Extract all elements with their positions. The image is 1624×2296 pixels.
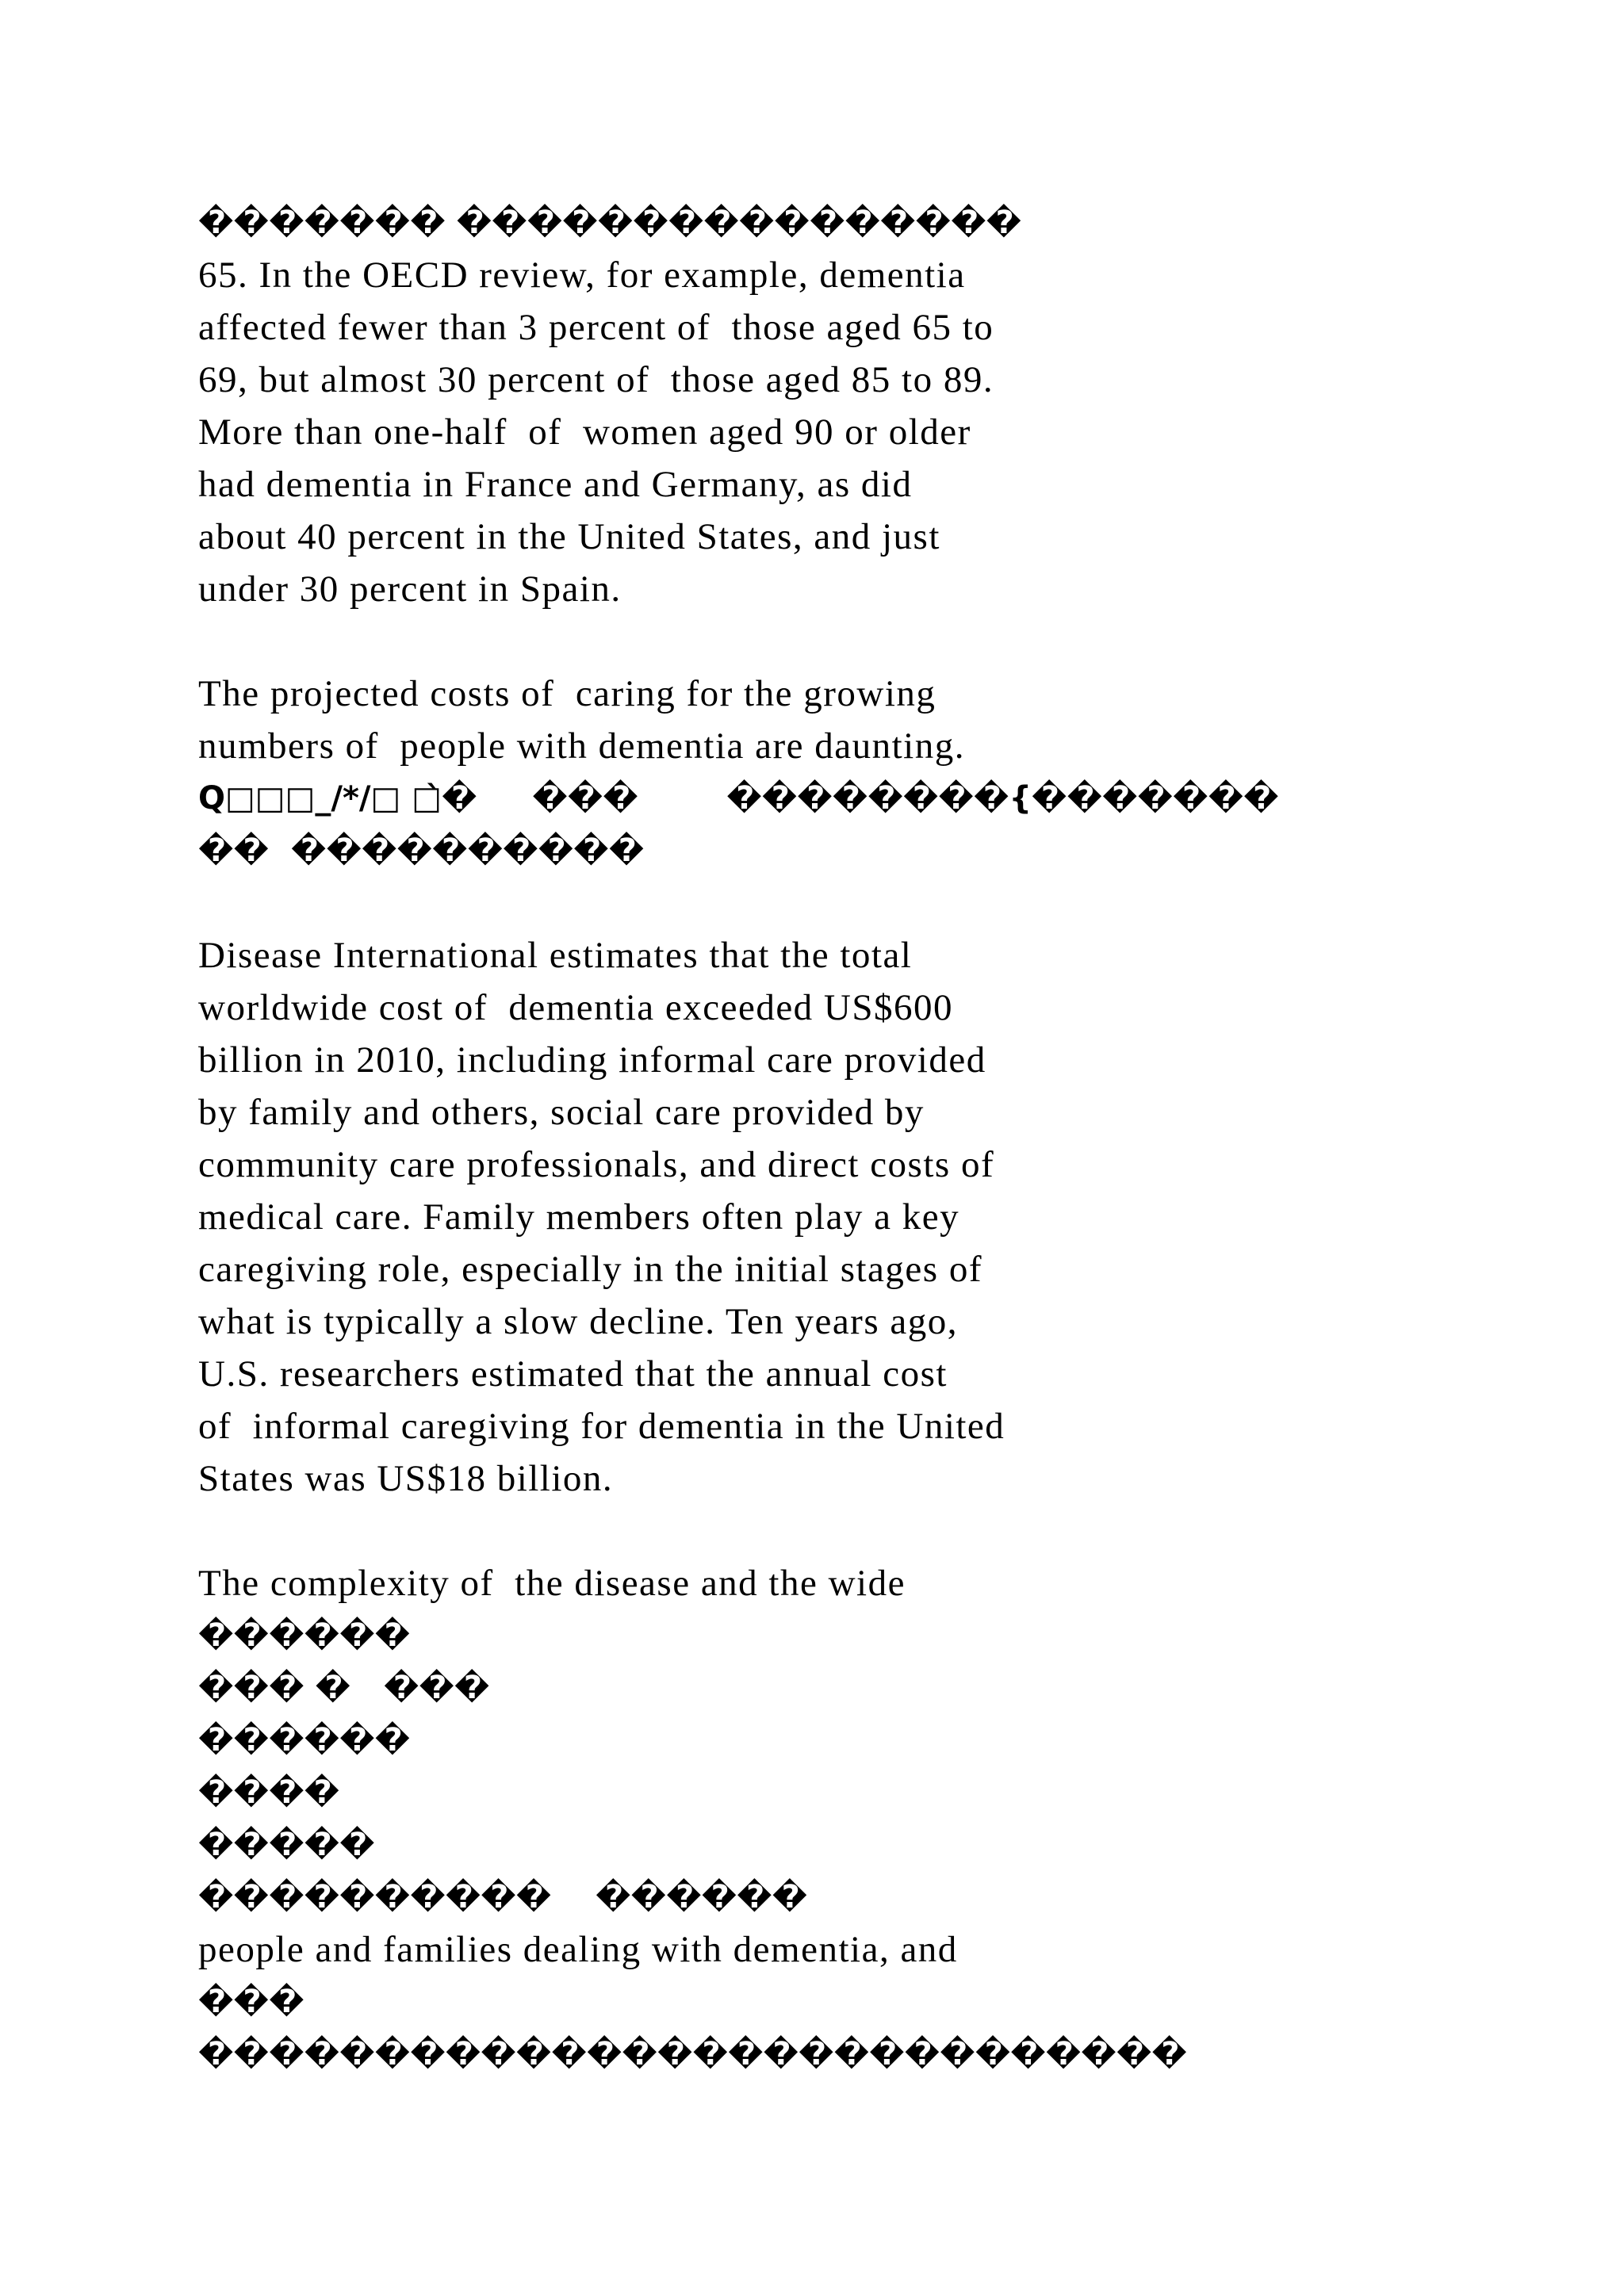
text-line: worldwide cost of dementia exceeded US$600 [198, 987, 954, 1028]
text-line: about 40 percent in the United States, and just [198, 516, 940, 557]
garbled-text-line: �� ���������� [198, 832, 645, 869]
text-line: community care professionals, and direct costs of [198, 1144, 995, 1185]
text-line: The projected costs of caring for the growing [198, 673, 936, 714]
paragraph-break [198, 615, 1435, 668]
text-line: The complexity of the disease and the wide [198, 1563, 906, 1604]
text-line: 65. In the OECD review, for example, dementia [198, 254, 966, 296]
text-line: medical care. Family members often play a key [198, 1196, 960, 1238]
text-line: Disease International estimates that the total [198, 935, 913, 976]
paragraph-break [198, 877, 1435, 929]
text-line: 69, but almost 30 percent of those aged 85 to 89. [198, 359, 994, 400]
garbled-text-line: ����� [198, 1827, 375, 1863]
text-line: had dementia in France and Germany, as did [198, 464, 913, 505]
paragraph-break [198, 1505, 1435, 1557]
garbled-text-line: ������ [198, 1722, 411, 1758]
garbled-text-line: ������ [198, 1617, 411, 1654]
text-line: under 30 percent in Spain. [198, 568, 622, 610]
text-line: affected fewer than 3 percent of those aged 65 to [198, 307, 994, 348]
text-line: States was US$18 billion. [198, 1458, 614, 1499]
text-line: what is typically a slow decline. Ten years ago, [198, 1301, 958, 1342]
garbled-text-line: ������� ���������������� [198, 205, 1022, 241]
garbled-text-line: Q□□□_/*/□ □̀� ��� ��������{������� [198, 780, 1279, 817]
text-line: More than one-half of women aged 90 or older [198, 411, 971, 453]
text-line: numbers of people with dementia are daunting. [198, 725, 965, 767]
text-line: caregiving role, especially in the initial stages of [198, 1249, 982, 1290]
text-line: people and families dealing with dementia, and [198, 1929, 958, 1970]
text-line: U.S. researchers estimated that the annual cost [198, 1353, 948, 1395]
garbled-text-line: ���� [198, 1774, 340, 1811]
garbled-text-line: ���������������������������� [198, 2036, 1187, 2072]
garbled-text-line: ��� � ��� [198, 1670, 490, 1706]
text-line: by family and others, social care provided by [198, 1092, 925, 1133]
garbled-text-line: ��� [198, 1984, 304, 2020]
text-line: of informal caregiving for dementia in the United [198, 1406, 1005, 1447]
garbled-text-line: ���������� ������ [198, 1879, 808, 1915]
body-text [198, 197, 1435, 2080]
text-line: billion in 2010, including informal care provided [198, 1039, 986, 1081]
